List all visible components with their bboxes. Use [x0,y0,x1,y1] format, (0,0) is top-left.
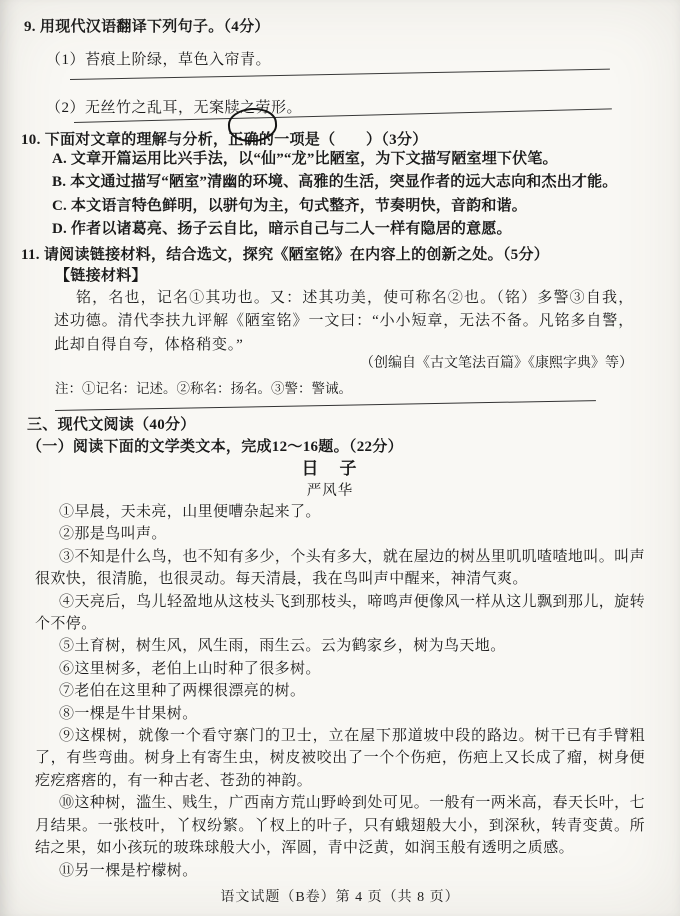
answer-line [70,69,610,80]
material-source: （创编自《古文笔法百篇》《康熙字典》等） [360,356,633,371]
option-d: D. 作者以诸葛亮、扬子云自比，暗示自己与二人一样有隐居的意愿。 [52,221,512,238]
linked-material-label: 【链接材料】 [55,268,147,284]
essay-paragraph: ①早晨，天未亮，山里便嘈杂起来了。 [59,504,321,520]
material-note: 注：①记名：记述。②称名：扬名。③警：警诫。 [55,381,352,396]
page-footer: 语文试题（B卷）第 4 页（共 8 页） [220,890,460,905]
option-c: C. 本文语言特色鲜明，以骈句为主，句式整齐，节奏明快，音韵和谐。 [52,197,527,214]
option-a: A. 文章开篇运用比兴手法，以“仙”“龙”比陋室，为下文描写陋室埋下伏笔。 [52,151,558,167]
question-10-options [52,148,618,242]
essay-paragraph: ⑥这里树多，老伯上山时种了很多树。 [59,660,321,677]
option-b: B. 本文通过描写“陋室”清幽的环境、高雅的生活，突显作者的远大志向和杰出才能。 [52,174,618,191]
essay-paragraph: ②那是鸟叫声。 [59,526,167,543]
section-3-heading: 三、现代文阅读（40分） [27,417,196,433]
essay-paragraph: ⑩这种树，滥生、贱生，广西南方荒山野岭到处可见。一般有一两米高，春天长叶，七月结果。一张枝叶，丫杈纷繁。丫杈上的叶子，只有蛾翅般大小，到深秋，转青变黄。所结之果，如小孩玩的玻珠球般大小，浑圆，青中泛黄，如润玉般有透明之质感。 [35,795,645,857]
question-9-stem: 9. 用现代汉语翻译下列句子。（4分） [24,19,270,35]
essay-body [35,501,645,882]
linked-material-text: 铭，名也，记名①其功也。又：述其功美，使可称名②也。（铭）多警③自我，述功德。清代李扶九评解《陋室铭》一文曰：“小小短章，无法不备。凡铭多自警，此却自得自夸，体格稍变。” [54,290,634,353]
question-9-sub2: （2）无丝竹之乱耳，无案牍之劳形。 [46,100,303,116]
essay-title: 日 子 [301,459,359,478]
essay-paragraph: ③不知是什么鸟，也不知有多少，个头有多大，就在屋边的树丛里叽叽喳喳地叫。叫声很欢快，很清脆，也很灵动。每天清晨，我在鸟叫声中醒来，神清气爽。 [35,548,645,588]
question-10-stem: 10. 下面对文章的理解与分析，正确的一项是（ ）（3分） [21,132,428,148]
question-9-sub1: （1）苔痕上阶绿，草色入帘青。 [46,52,272,68]
essay-paragraph: ④天亮后，鸟儿轻盈地从这枝头飞到那枝头，啼鸣声便像风一样从这儿飘到那儿，旋转个不停。 [35,593,645,633]
essay-paragraph: ⑦老伯在这里种了两棵很漂亮的树。 [59,683,306,700]
essay-paragraph: ⑧一棵是牛甘果树。 [59,705,198,722]
essay-paragraph: ⑨这棵树，就像一个看守寨门的卫士，立在屋下那道坡中段的路边。树干已有手臂粗了，有些弯曲。树身上有寄生虫，树皮被咬出了一个个伤疤，伤疤上又长成了瘤，树身便疙疙瘩瘩的，有一种古老、苍劲的神韵。 [35,728,645,789]
essay-paragraph: ⑪另一棵是柠檬树。 [59,862,198,879]
essay-author: 严风华 [306,483,354,499]
section-3-subheading: （一）阅读下面的文学类文本，完成12～16题。（22分） [27,439,403,455]
section-divider [55,400,596,411]
essay-paragraph: ⑤土育树，树生风，风生雨，雨生云。云为鹤家乡，树为鸟天地。 [59,638,506,655]
question-11-stem: 11. 请阅读链接材料，结合选文，探究《陋室铭》在内容上的创新之处。（5分） [21,247,550,263]
